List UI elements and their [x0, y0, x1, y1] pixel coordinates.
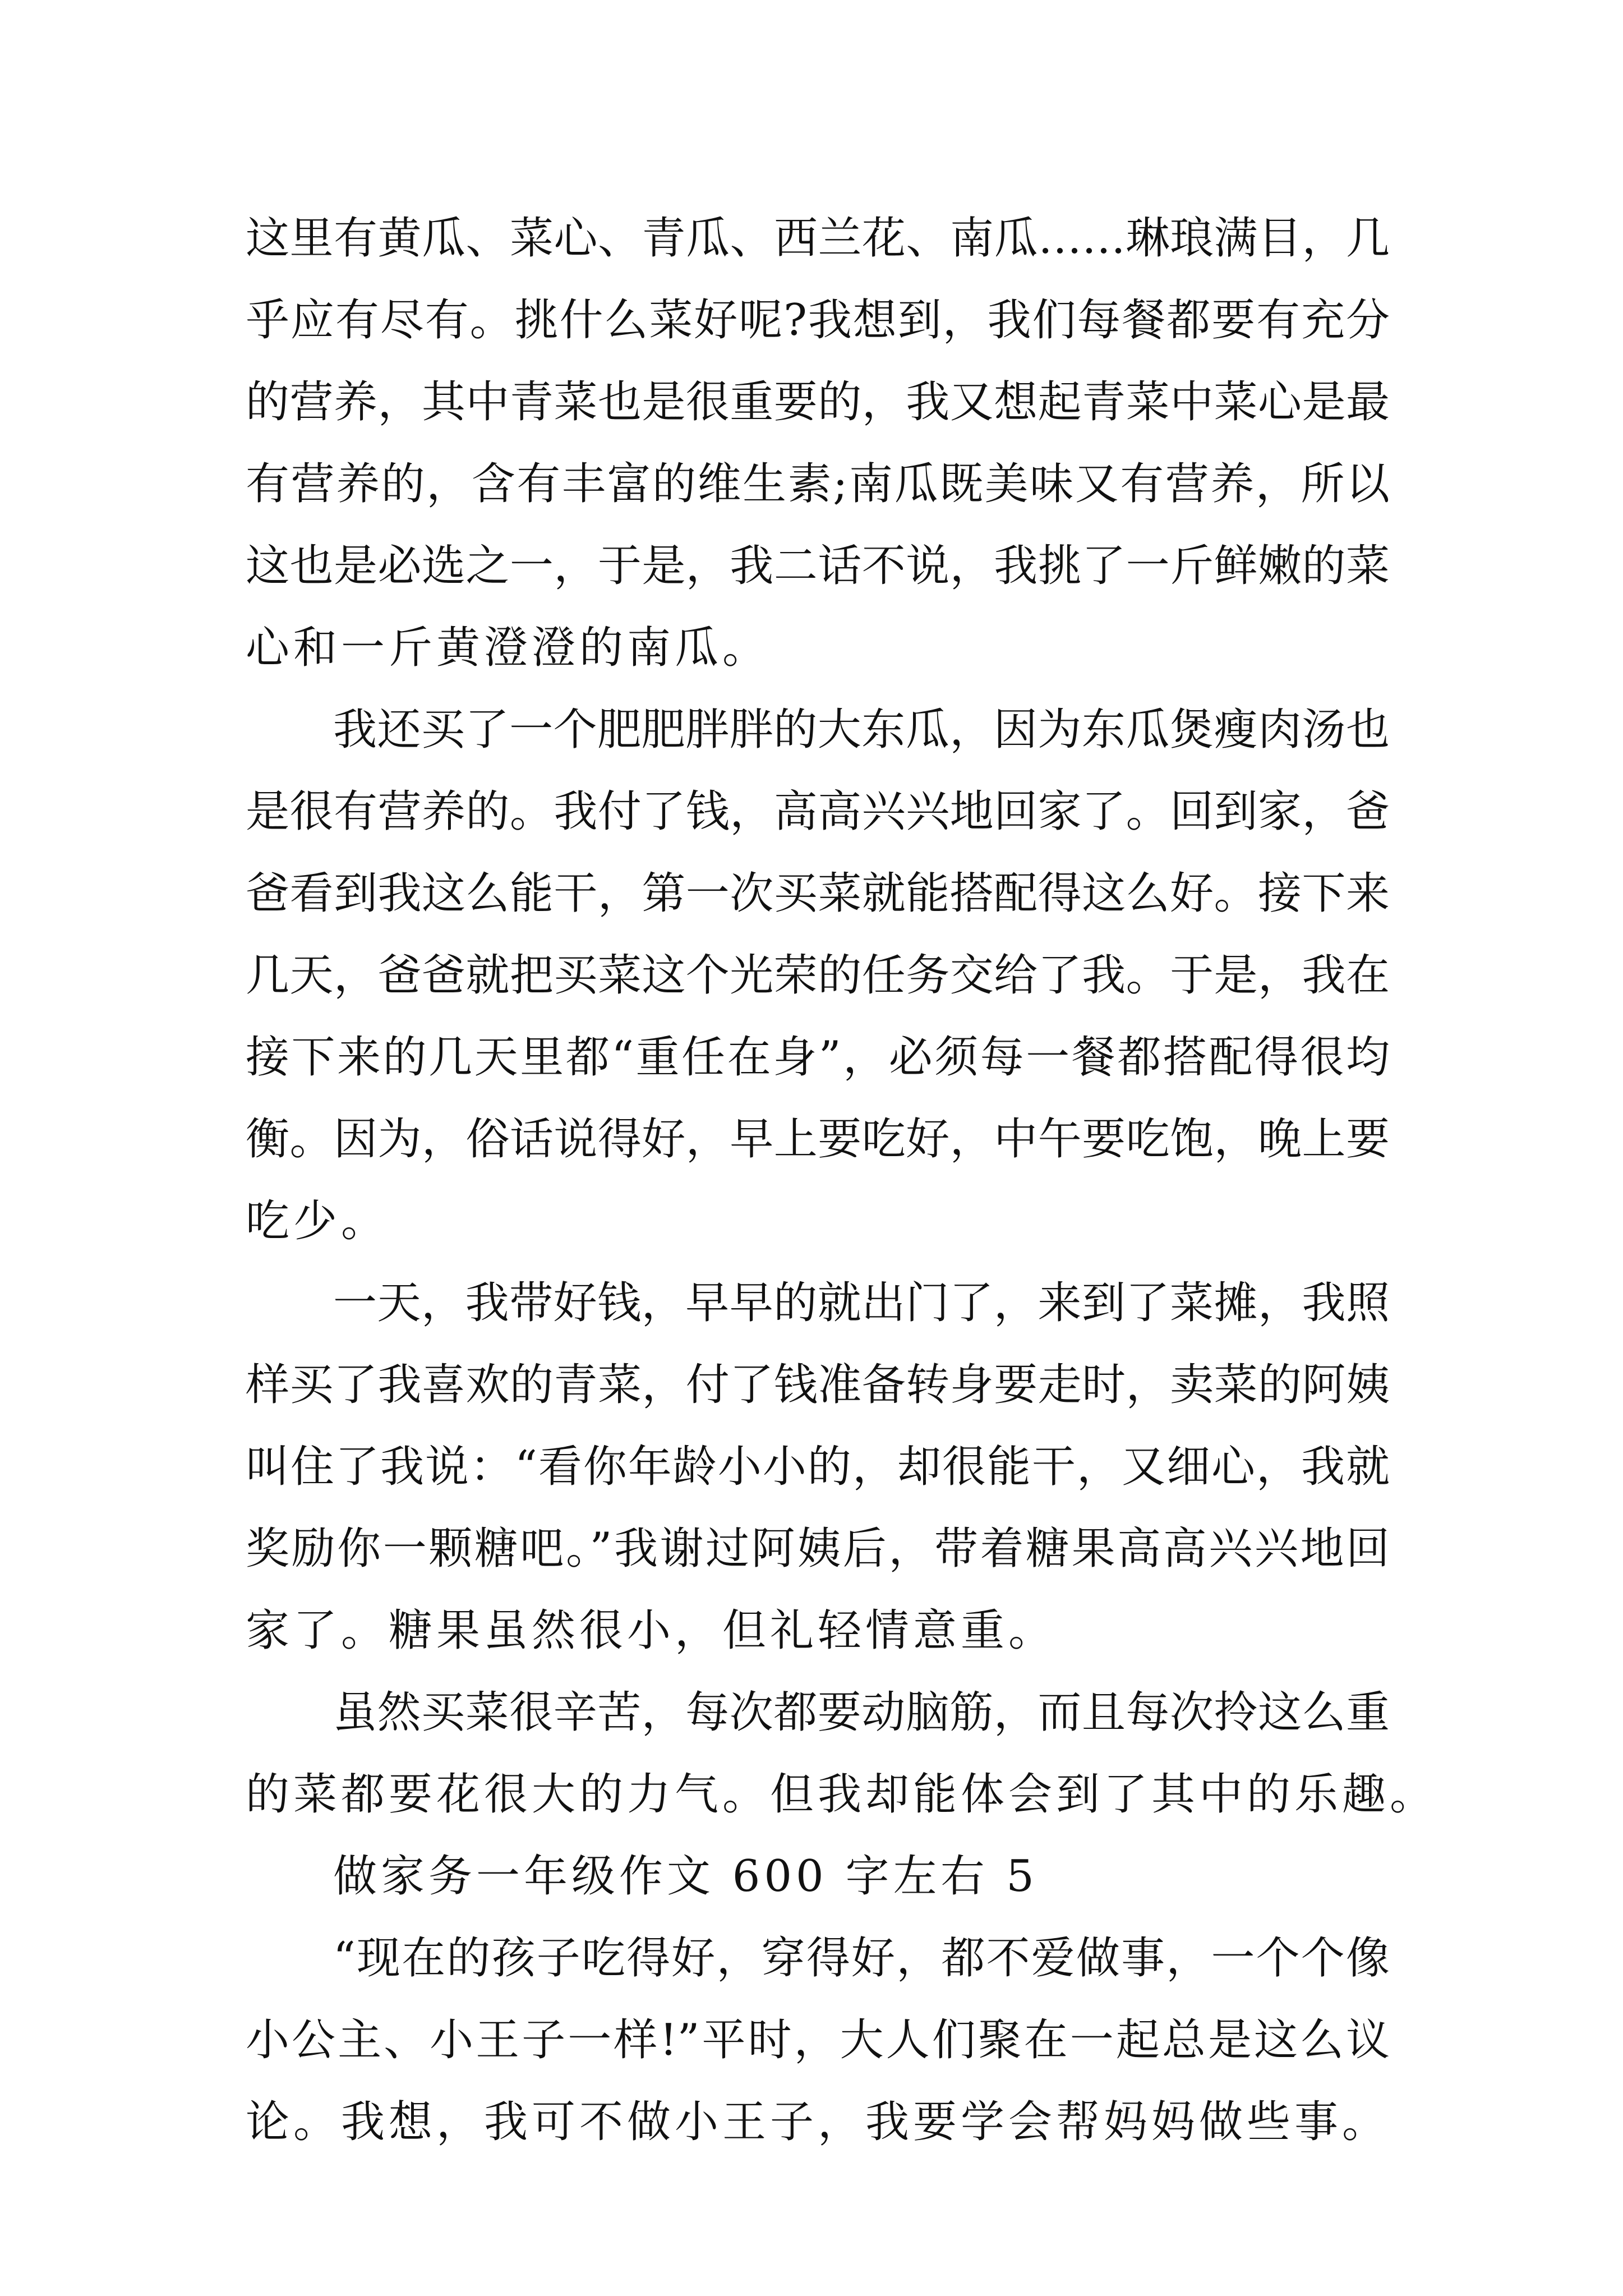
body-line: 爸看到我这么能干，第一次买菜就能搭配得这么好。接下来 — [246, 868, 1390, 919]
body-line: 衡。因为，俗话说得好，早上要吃好，中午要吃饱，晚上要 — [246, 1114, 1390, 1165]
body-line: 奖励你一颗糖吧。”我谢过阿姨后，带着糖果高高兴兴地回 — [246, 1524, 1390, 1574]
body-line: 这也是必选之一，于是，我二话不说，我挑了一斤鲜嫩的菜 — [246, 541, 1390, 591]
body-line: 接下来的几天里都“重任在身”，必须每一餐都搭配得很均 — [246, 1032, 1390, 1083]
body-line: 吃少。 — [246, 1196, 389, 1246]
paragraph-first-line: 一天，我带好钱，早早的就出门了，来到了菜摊，我照 — [333, 1278, 1390, 1328]
article-body — [246, 197, 1438, 2163]
body-line: 有营养的，含有丰富的维生素;南瓜既美味又有营养，所以 — [246, 459, 1390, 509]
paragraph-first-line: 虽然买菜很辛苦，每次都要动脑筋，而且每次拎这么重 — [333, 1687, 1390, 1738]
paragraph-first-line: 我还买了一个肥肥胖胖的大东瓜，因为东瓜煲瘦肉汤也 — [333, 705, 1390, 755]
body-line: 是很有营养的。我付了钱，高高兴兴地回家了。回到家，爸 — [246, 786, 1390, 837]
body-line: 样买了我喜欢的青菜，付了钱准备转身要走时，卖菜的阿姨 — [246, 1360, 1390, 1410]
body-line: 这里有黄瓜、菜心、青瓜、西兰花、南瓜……琳琅满目，几 — [246, 213, 1390, 264]
body-line: 的菜都要花很大的力气。但我却能体会到了其中的乐趣。 — [246, 1769, 1438, 1820]
body-line: 论。我想，我可不做小王子，我要学会帮妈妈做些事。 — [246, 2097, 1390, 2147]
body-line: 乎应有尽有。挑什么菜好呢?我想到，我们每餐都要有充分 — [246, 295, 1390, 346]
body-line: 心和一斤黄澄澄的南瓜。 — [246, 623, 771, 673]
body-line: 叫住了我说：“看你年龄小小的，却很能干，又细心，我就 — [246, 1442, 1390, 1492]
body-line: 家了。糖果虽然很小，但礼轻情意重。 — [246, 1605, 1057, 1656]
body-line: 的营养，其中青菜也是很重要的，我又想起青菜中菜心是最 — [246, 377, 1390, 427]
paragraph-first-line: “现在的孩子吃得好，穿得好，都不爱做事，一个个像 — [333, 1933, 1390, 1984]
body-line: 几天，爸爸就把买菜这个光荣的任务交给了我。于是，我在 — [246, 950, 1390, 1001]
section-title: 做家务一年级作文 600 字左右 5 — [333, 1851, 1038, 1902]
body-line: 小公主、小王子一样!”平时，大人们聚在一起总是这么议 — [246, 2015, 1390, 2065]
